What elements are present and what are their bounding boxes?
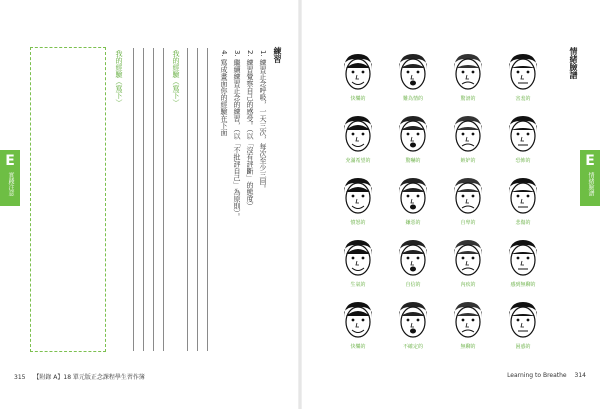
face-drawing-icon: [503, 174, 543, 218]
emotion-face: [500, 112, 546, 170]
face-drawing-icon: [393, 174, 433, 218]
emotion-label: 驚訝的: [460, 96, 476, 102]
face-drawing-icon: [448, 50, 488, 94]
emotion-face: [335, 236, 381, 294]
emotion-label: 自卑的: [460, 220, 476, 226]
face-drawing-icon: [393, 298, 433, 342]
emotion-label: 快樂的: [350, 344, 366, 350]
emotion-face-grid: [335, 50, 555, 360]
face-drawing-icon: [448, 236, 488, 280]
left-page-number: 315: [14, 374, 26, 381]
step-2: 2. 練習覺察自己的感受。（以「沒有評斷」的態度）: [246, 50, 254, 210]
emotion-label: 內疚的: [460, 282, 476, 288]
emotion-label: 悲傷的: [515, 220, 531, 226]
face-drawing-icon: [338, 298, 378, 342]
left-footer: [14, 372, 145, 381]
ruled-line: [143, 48, 144, 351]
ruled-line: [163, 48, 164, 351]
emotion-label: 不確定的: [402, 344, 423, 350]
column-heading-2: 我的經驗（寫下）: [172, 50, 180, 106]
emotion-face: [390, 298, 436, 356]
emotion-face: [445, 50, 491, 108]
face-drawing-icon: [503, 50, 543, 94]
emotion-label: 困惑的: [515, 344, 531, 350]
emotion-label: 驚嚇的: [405, 158, 421, 164]
emotion-face: [335, 50, 381, 108]
emotion-face: [445, 174, 491, 232]
emotion-label: 生氣的: [350, 282, 366, 288]
emotion-label: 感到無聊的: [510, 282, 536, 288]
step-4: 4. 寫成畫面你的經驗在下面: [220, 50, 228, 136]
right-side-tab: [580, 150, 600, 206]
book-spine: [298, 0, 302, 409]
face-drawing-icon: [393, 236, 433, 280]
emotion-face: [335, 298, 381, 356]
ruled-line: [153, 48, 154, 351]
emotion-label: 難為情的: [402, 96, 423, 102]
emotion-face: [390, 112, 436, 170]
step-1: 1. 練習正念呼吸，一天三次，每次至少三回。: [259, 50, 267, 192]
side-tab-letter: E: [5, 153, 15, 169]
emotion-face: [500, 298, 546, 356]
right-footer: [507, 372, 586, 379]
page-title: 情緒臉譜: [569, 47, 578, 79]
face-drawing-icon: [338, 50, 378, 94]
emotion-label: 恐怖的: [515, 158, 531, 164]
emotion-label: 自信的: [405, 282, 421, 288]
emotion-label: 憤怒的: [350, 220, 366, 226]
face-drawing-icon: [503, 236, 543, 280]
side-tab-label: 實踐注意: [7, 172, 14, 196]
face-drawing-icon: [448, 298, 488, 342]
side-tab-label: 情緒臉譜: [587, 172, 594, 196]
emotion-label: 嫉妒的: [460, 158, 476, 164]
emotion-face: [390, 236, 436, 294]
face-drawing-icon: [338, 112, 378, 156]
emotion-face: [445, 236, 491, 294]
face-drawing-icon: [393, 112, 433, 156]
emotion-label: 害羞的: [515, 96, 531, 102]
section-title: 練習: [273, 47, 282, 63]
left-side-tab: [0, 150, 20, 206]
column-heading-1: 我的經驗（寫下）: [115, 50, 123, 106]
face-drawing-icon: [448, 112, 488, 156]
emotion-face: [335, 112, 381, 170]
emotion-label: 無聊的: [460, 344, 476, 350]
emotion-face: [500, 236, 546, 294]
step-3: 3. 繼續練習正念的練習，（以「不批評自己」為原則）。: [233, 50, 241, 220]
face-drawing-icon: [448, 174, 488, 218]
writing-box[interactable]: [30, 47, 106, 352]
right-footer-text: Learning to Breathe: [507, 372, 567, 379]
face-drawing-icon: [503, 298, 543, 342]
emotion-face: [500, 174, 546, 232]
emotion-face: [445, 298, 491, 356]
emotion-face: [445, 112, 491, 170]
emotion-label: 充滿希望的: [345, 158, 371, 164]
side-tab-letter: E: [585, 153, 595, 169]
face-drawing-icon: [503, 112, 543, 156]
emotion-face: [335, 174, 381, 232]
right-page-number: 314: [574, 372, 586, 379]
emotion-face: [390, 50, 436, 108]
face-drawing-icon: [393, 50, 433, 94]
emotion-label: 快樂的: [350, 96, 366, 102]
face-drawing-icon: [338, 174, 378, 218]
ruled-line: [207, 48, 208, 351]
ruled-line: [197, 48, 198, 351]
emotion-face: [390, 174, 436, 232]
ruled-line: [133, 48, 134, 351]
face-drawing-icon: [338, 236, 378, 280]
ruled-line: [187, 48, 188, 351]
left-footer-text: 【附錄 A】18 單元版正念課程學生習作簿: [33, 374, 145, 381]
emotion-label: 嫌惡的: [405, 220, 421, 226]
emotion-face: [500, 50, 546, 108]
